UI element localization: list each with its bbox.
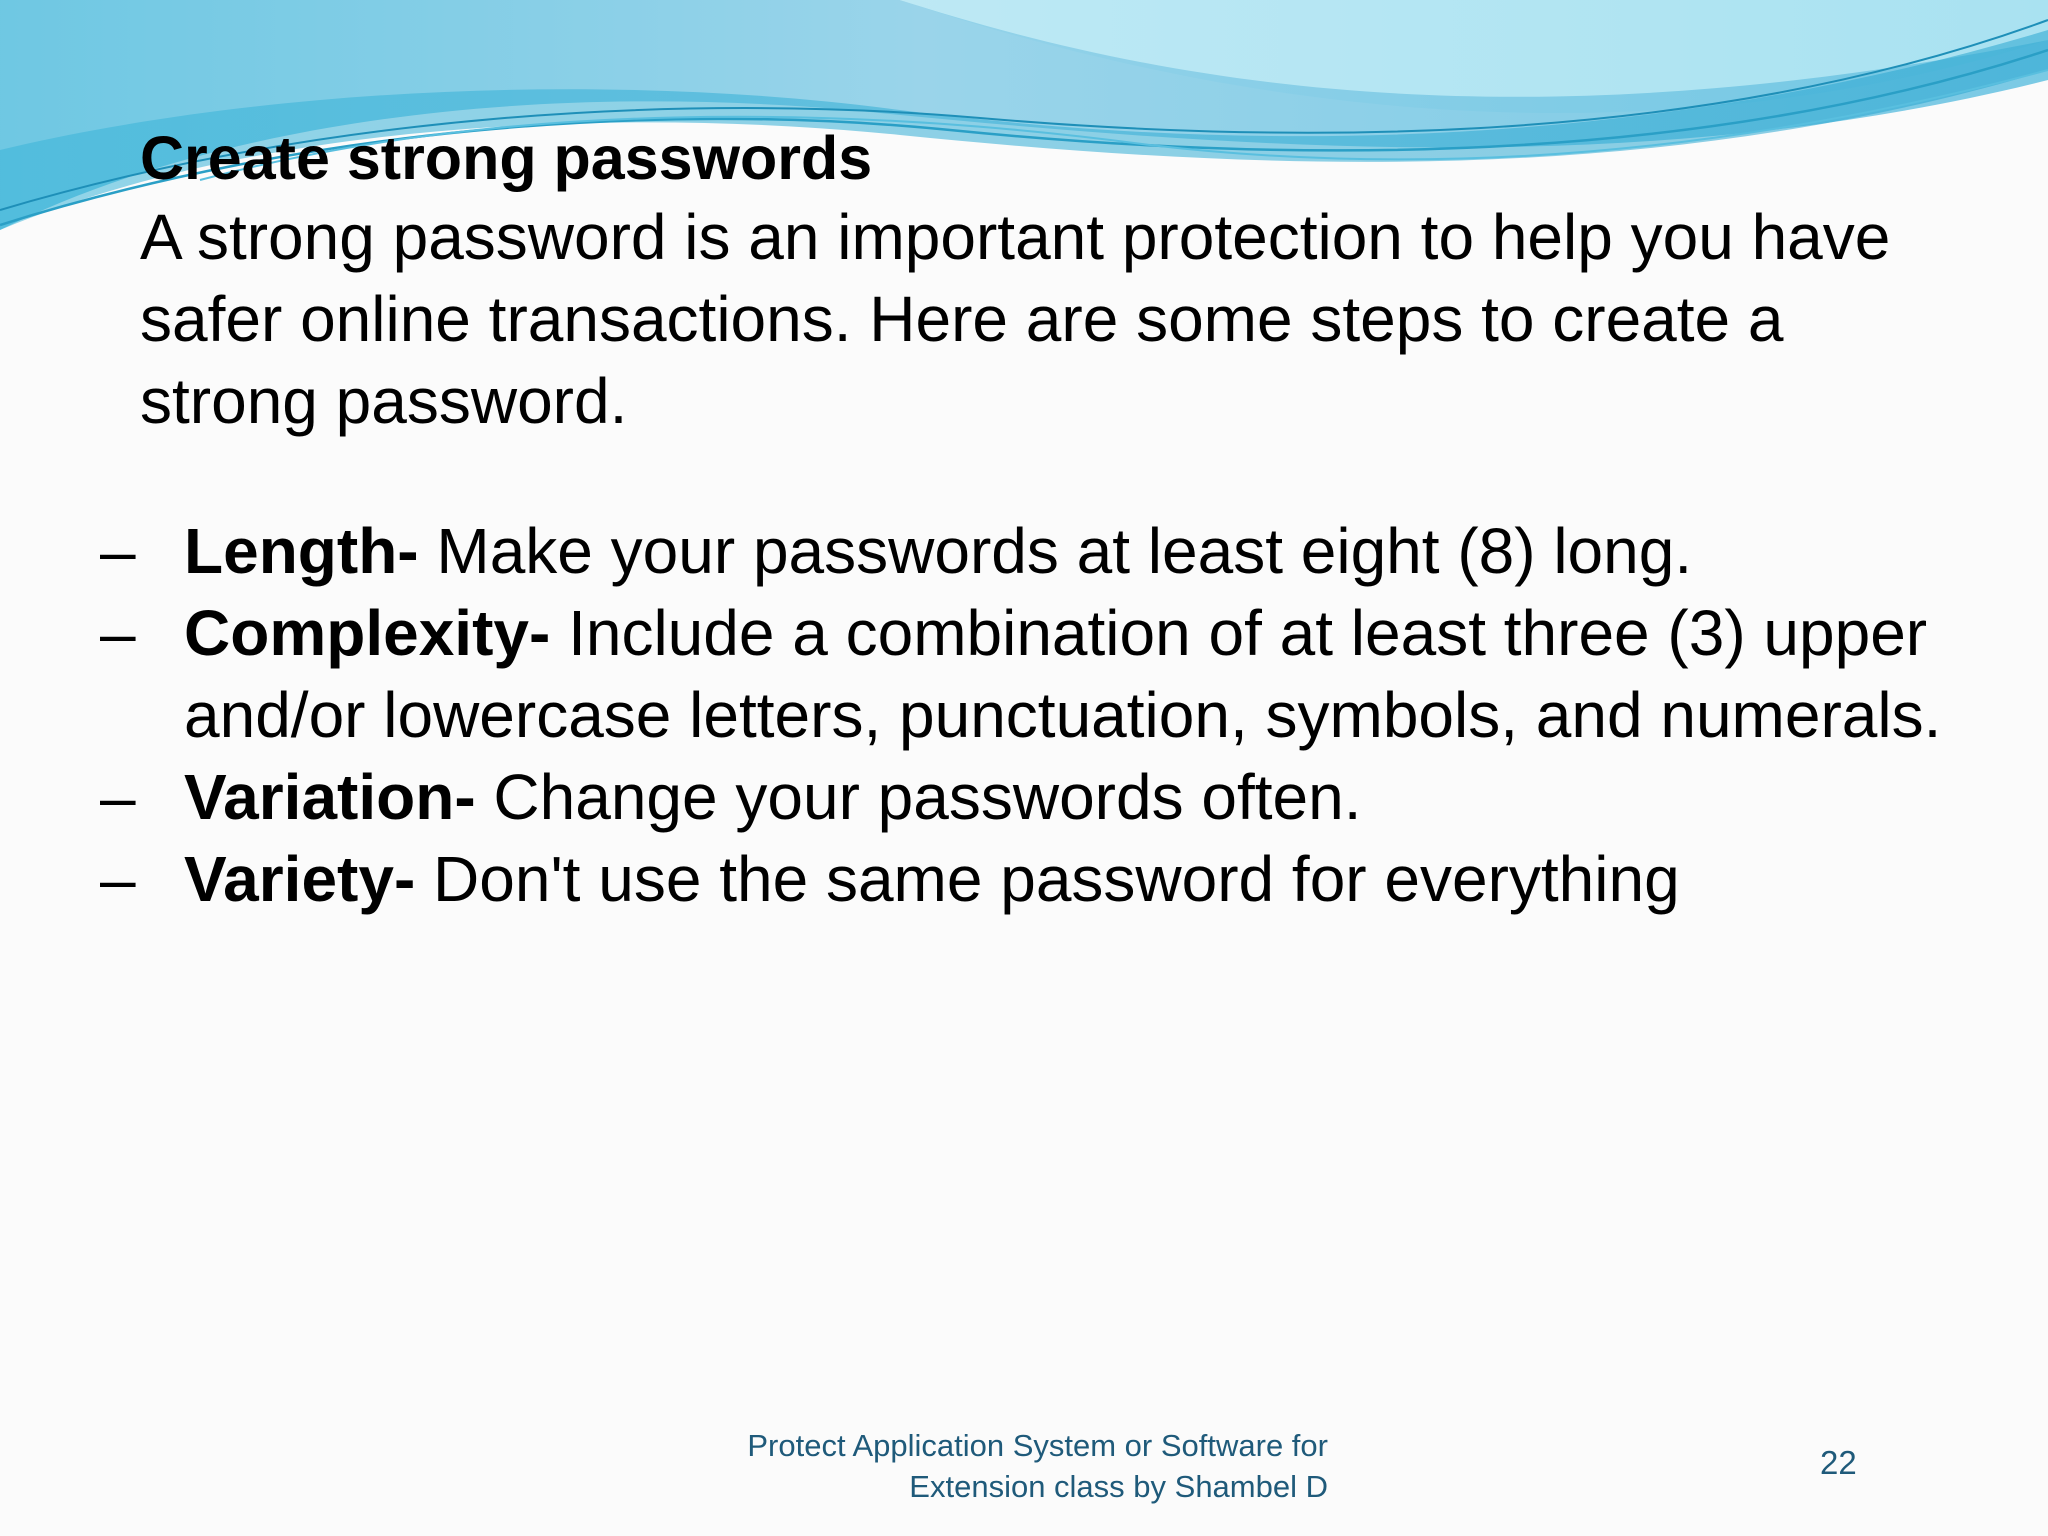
dash-marker: – (100, 761, 136, 833)
bullet-text: Make your passwords at least eight (8) long. (418, 515, 1693, 587)
bullet-term: Variety- (184, 843, 416, 915)
dash-marker: – (100, 515, 136, 587)
dash-marker: – (100, 597, 136, 669)
bullet-text: Include a combination of at least three (3) upper and/or lowercase letters, punctuation, symbols, and numerals. (184, 597, 1942, 751)
list-item-variety (100, 838, 1980, 920)
bullet-term: Variation- (184, 761, 476, 833)
dash-marker: – (100, 843, 136, 915)
intro-paragraph: A strong password is an important protection to help you have safer online transactions. Here are some steps to create a strong password. (140, 201, 1891, 437)
slide-title: Create strong passwords (140, 124, 873, 192)
tips-list (100, 510, 1980, 920)
bullet-term: Complexity- (184, 597, 551, 669)
bullet-text: Change your passwords often. (475, 761, 1362, 833)
page-number: 22 (1820, 1444, 1857, 1481)
list-item-complexity (100, 592, 1980, 756)
bullet-term: Length- (184, 515, 419, 587)
list-item-length (100, 510, 1980, 592)
list-item-variation (100, 756, 1980, 838)
footer-line-1: Protect Application System or Software for (747, 1428, 1328, 1463)
bullet-text: Don't use the same password for everything (415, 843, 1680, 915)
footer-line-2: Extension class by Shambel D (909, 1469, 1328, 1504)
slide-footer (600, 1425, 1328, 1507)
